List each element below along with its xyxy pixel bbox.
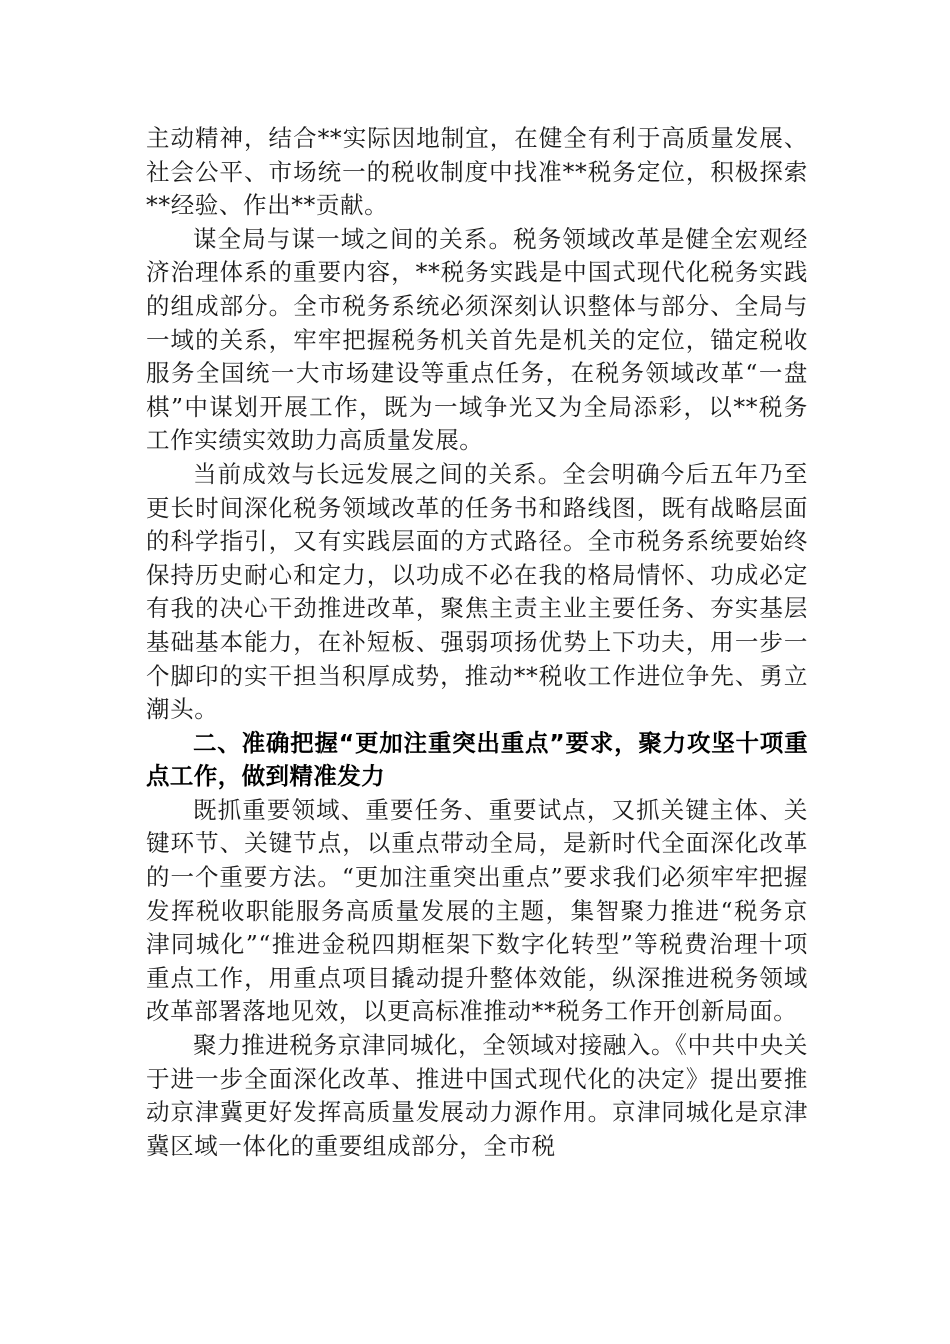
section-heading-2: 二、准确把握“更加注重突出重点”要求，聚力攻坚十项重点工作，做到精准发力 xyxy=(146,728,808,791)
document-body xyxy=(146,122,808,1163)
paragraph-beijing-tianjin-integration: 聚力推进税务京津同城化，全领域对接融入。《中共中央关于进一步全面深化改革、推进中国式现代化的决定》提出要推动京津冀更好发挥高质量发展动力源作用。京津同城化是京津冀区域一体化的重要组成部分，全市税 xyxy=(146,1031,808,1160)
paragraph-current-vs-longterm: 当前成效与长远发展之间的关系。全会明确今后五年乃至更长时间深化税务领域改革的任务书和路线图，既有战略层面的科学指引，又有实践层面的方式路径。全市税务系统要始终保持历史耐心和定力，以功成不必在我的格局情怀、功成必定有我的决心干劲推进改革，聚焦主责主业主要任务、夯实基层基础基本能力，在补短板、强弱项扬优势上下功夫，用一步一个脚印的实干担当积厚成势，推动**税收工作进位争先、勇立潮头。 xyxy=(146,459,808,724)
paragraph-key-priorities: 既抓重要领域、重要任务、重要试点，又抓关键主体、关键环节、关键节点，以重点带动全局，是新时代全面深化改革的一个重要方法。“更加注重突出重点”要求我们必须牢牢把握发挥税收职能服务高质量发展的主题，集智聚力推进“税务京津同城化”“推进金税四期框架下数字化转型”等税费治理十项重点工作，用重点项目撬动提升整体效能，纵深推进税务领域改革部署落地见效，以更高标准推动**税务工作开创新局面。 xyxy=(146,795,808,1026)
paragraph-continuation: 主动精神，结合**实际因地制宜，在健全有利于高质量发展、社会公平、市场统一的税收制度中找准**税务定位，积极探索**经验、作出**贡献。 xyxy=(146,124,808,220)
paragraph-global-vs-local: 谋全局与谋一域之间的关系。税务领域改革是健全宏观经济治理体系的重要内容，**税务实践是中国式现代化税务实践的组成部分。全市税务系统必须深刻认识整体与部分、全局与一域的关系，牢牢把握税务机关首先是机关的定位，锚定税收服务全国统一大市场建设等重点任务，在税务领域改革“一盘棋”中谋划开展工作，既为一域争光又为全局添彩，以**税务工作实绩实效助力高质量发展。 xyxy=(146,224,808,455)
